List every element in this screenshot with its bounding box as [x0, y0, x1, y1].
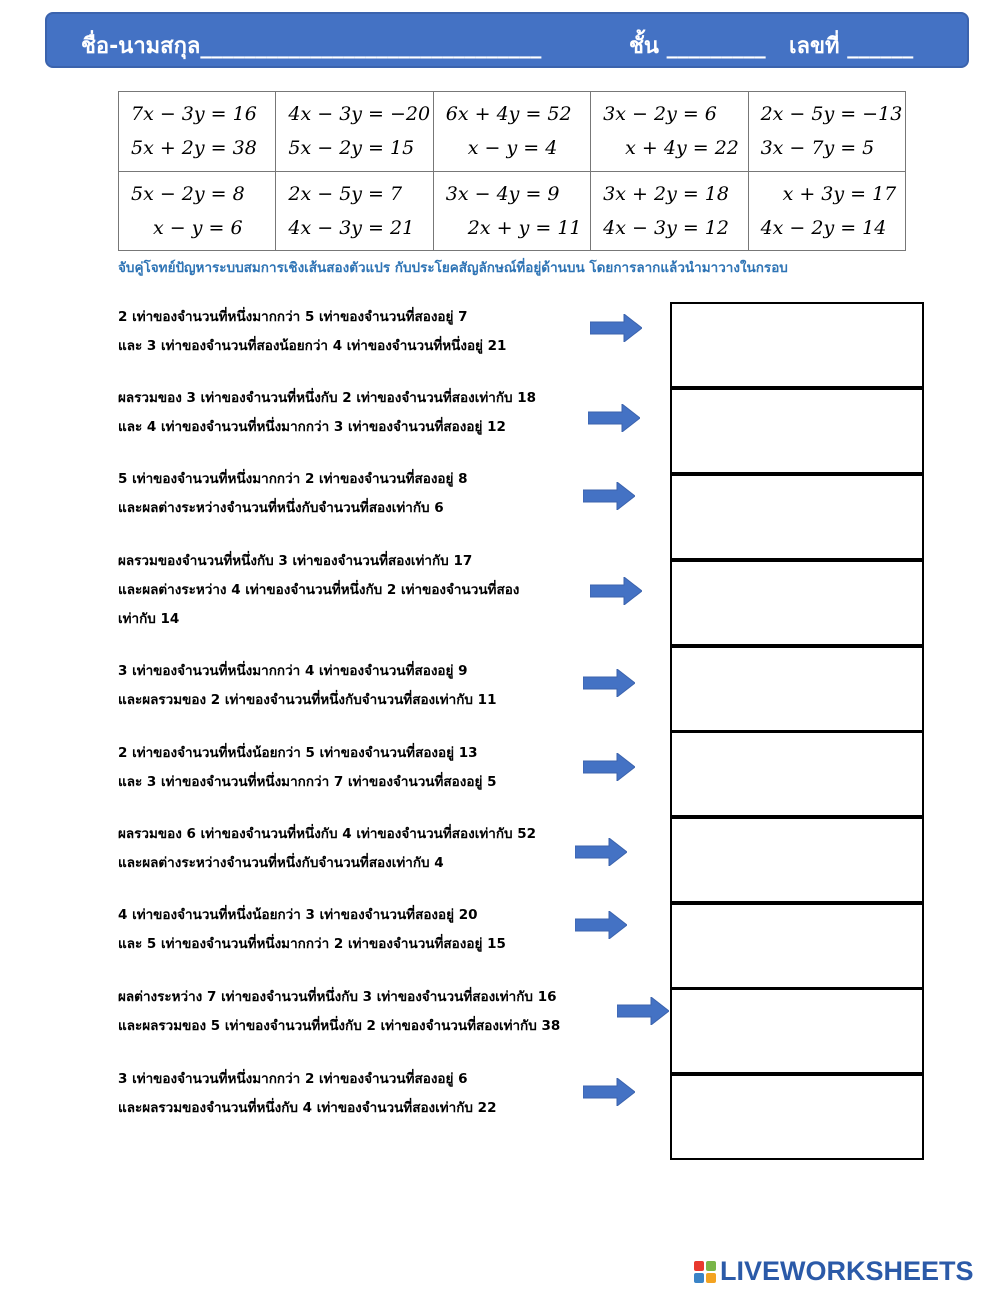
equation-row — [119, 92, 906, 172]
name-field-label: ชื่อ-นามสกุล_______________________________ — [81, 34, 542, 59]
answer-drop-box-6[interactable] — [670, 731, 924, 817]
problem-line: ผลรวมของจำนวนที่หนึ่งกับ 3 เท่าของจำนวนที่สองเท่ากับ 17 — [118, 553, 473, 569]
equation-line: x + 4y = 22 — [625, 137, 739, 160]
liveworksheets-logo — [694, 1256, 974, 1287]
answer-drop-box-8[interactable] — [670, 903, 924, 989]
equation-cell[interactable] — [119, 92, 276, 172]
equation-line: 2x + y = 11 — [467, 216, 582, 239]
equation-line: 3x − 2y = 6 — [603, 103, 717, 126]
equation-row — [119, 171, 906, 251]
number-field-label: เลขที่ ______ — [789, 34, 914, 59]
equation-line: 5x − 2y = 8 — [131, 182, 245, 205]
problem-line: และผลรวมของจำนวนที่หนึ่งกับ 4 เท่าของจำนวนที่สองเท่ากับ 22 — [118, 1100, 497, 1116]
equation-cell[interactable] — [433, 171, 590, 251]
problem-line: 2 เท่าของจำนวนที่หนึ่งน้อยกว่า 5 เท่าของจำนวนที่สองอยู่ 13 — [118, 745, 478, 761]
problem-line: 4 เท่าของจำนวนที่หนึ่งน้อยกว่า 3 เท่าของจำนวนที่สองอยู่ 20 — [118, 907, 478, 923]
word-problem-6 — [118, 739, 496, 797]
problem-line: และ 3 เท่าของจำนวนที่หนึ่งมากกว่า 7 เท่าของจำนวนที่สองอยู่ 5 — [118, 774, 497, 790]
equation-line: 2x − 5y = 7 — [288, 182, 403, 205]
problem-line: 3 เท่าของจำนวนที่หนึ่งมากกว่า 2 เท่าของจำนวนที่สองอยู่ 6 — [118, 1071, 468, 1087]
equation-line: 7x − 3y = 16 — [131, 103, 257, 126]
word-problem-5 — [118, 657, 496, 715]
equation-line: 4x − 3y = −20 — [288, 103, 431, 126]
instruction-text: จับคู่โจทย์ปัญหาระบบสมการเชิงเส้นสองตัวแปร กับประโยคสัญลักษณ์ที่อยู่ด้านบน โดยการลากแล้วนำมาวางในกรอบ — [118, 260, 788, 276]
arrow-right-icon — [575, 838, 627, 866]
word-problem-8 — [118, 901, 506, 959]
equation-line: 4x − 3y = 12 — [603, 216, 729, 239]
problem-line: และผลต่างระหว่างจำนวนที่หนึ่งกับจำนวนที่สองเท่ากับ 6 — [118, 500, 444, 516]
problem-line: และผลต่างระหว่างจำนวนที่หนึ่งกับจำนวนที่สองเท่ากับ 4 — [118, 855, 444, 871]
answer-drop-box-9[interactable] — [670, 988, 924, 1074]
equation-line: 4x − 2y = 14 — [760, 216, 887, 239]
equation-cell[interactable] — [591, 171, 748, 251]
equation-line: 2x − 5y = −13 — [760, 103, 903, 126]
equation-line: 3x + 2y = 18 — [603, 182, 729, 205]
equation-systems-table — [118, 91, 906, 251]
answer-drop-box-2[interactable] — [670, 388, 924, 474]
equation-cell[interactable] — [276, 171, 433, 251]
word-problem-9 — [118, 983, 560, 1041]
word-problem-10 — [118, 1065, 496, 1123]
arrow-right-icon — [575, 911, 627, 939]
answer-drop-box-3[interactable] — [670, 474, 924, 560]
word-problem-1 — [118, 303, 506, 361]
problem-line: 2 เท่าของจำนวนที่หนึ่งมากกว่า 5 เท่าของจำนวนที่สองอยู่ 7 — [118, 309, 468, 325]
problem-line: ผลรวมของ 3 เท่าของจำนวนที่หนึ่งกับ 2 เท่าของจำนวนที่สองเท่ากับ 18 — [118, 390, 537, 406]
class-field-label: ชั้น _________ — [629, 34, 766, 59]
answer-drop-box-10[interactable] — [670, 1074, 924, 1160]
answer-drop-box-7[interactable] — [670, 817, 924, 903]
answer-drop-box-4[interactable] — [670, 560, 924, 646]
equation-line: 5x − 2y = 15 — [288, 137, 415, 160]
arrow-right-icon — [583, 482, 635, 510]
problem-line: ผลต่างระหว่าง 7 เท่าของจำนวนที่หนึ่งกับ 3 เท่าของจำนวนที่สองเท่ากับ 16 — [118, 989, 557, 1005]
equation-line: x − y = 6 — [153, 216, 243, 239]
problem-line: และ 4 เท่าของจำนวนที่หนึ่งมากกว่า 3 เท่าของจำนวนที่สองอยู่ 12 — [118, 419, 506, 435]
answer-drop-box-1[interactable] — [670, 302, 924, 388]
equation-cell[interactable] — [748, 171, 905, 251]
problem-line: ผลรวมของ 6 เท่าของจำนวนที่หนึ่งกับ 4 เท่าของจำนวนที่สองเท่ากับ 52 — [118, 826, 537, 842]
equation-line: 6x + 4y = 52 — [445, 103, 572, 126]
equation-line: 4x − 3y = 21 — [288, 216, 415, 239]
arrow-right-icon — [583, 1078, 635, 1106]
word-problem-2 — [118, 384, 536, 442]
arrow-right-icon — [583, 669, 635, 697]
equation-cell[interactable] — [119, 171, 276, 251]
arrow-right-icon — [590, 314, 642, 342]
equation-cell[interactable] — [433, 92, 590, 172]
word-problem-7 — [118, 820, 536, 878]
equation-line: 3x − 7y = 5 — [760, 137, 875, 160]
equation-line: x − y = 4 — [467, 137, 558, 160]
problem-line: 3 เท่าของจำนวนที่หนึ่งมากกว่า 4 เท่าของจำนวนที่สองอยู่ 9 — [118, 663, 468, 679]
problem-line: 5 เท่าของจำนวนที่หนึ่งมากกว่า 2 เท่าของจำนวนที่สองอยู่ 8 — [118, 471, 468, 487]
arrow-right-icon — [617, 997, 669, 1025]
problem-line: และผลต่างระหว่าง 4 เท่าของจำนวนที่หนึ่งกับ 2 เท่าของจำนวนที่สอง — [118, 582, 520, 598]
answer-drop-box-5[interactable] — [670, 646, 924, 732]
problem-line: เท่ากับ 14 — [118, 611, 180, 627]
word-problem-3 — [118, 465, 468, 523]
student-info-header — [45, 12, 969, 68]
arrow-right-icon — [590, 577, 642, 605]
logo-blocks-icon — [694, 1261, 716, 1283]
logo-text: LIVEWORKSHEETS — [720, 1256, 974, 1286]
arrow-right-icon — [583, 753, 635, 781]
arrow-right-icon — [588, 404, 640, 432]
problem-line: และ 3 เท่าของจำนวนที่สองน้อยกว่า 4 เท่าของจำนวนที่หนึ่งอยู่ 21 — [118, 338, 507, 354]
equation-cell[interactable] — [591, 92, 748, 172]
equation-line: x + 3y = 17 — [782, 182, 897, 205]
problem-line: และผลรวมของ 2 เท่าของจำนวนที่หนึ่งกับจำนวนที่สองเท่ากับ 11 — [118, 692, 497, 708]
equation-line: 5x + 2y = 38 — [131, 137, 257, 160]
problem-line: และผลรวมของ 5 เท่าของจำนวนที่หนึ่งกับ 2 เท่าของจำนวนที่สองเท่ากับ 38 — [118, 1018, 561, 1034]
equation-cell[interactable] — [276, 92, 433, 172]
equation-line: 3x − 4y = 9 — [445, 182, 560, 205]
word-problem-4 — [118, 547, 519, 634]
problem-line: และ 5 เท่าของจำนวนที่หนึ่งมากกว่า 2 เท่าของจำนวนที่สองอยู่ 15 — [118, 936, 506, 952]
equation-cell[interactable] — [748, 92, 905, 172]
